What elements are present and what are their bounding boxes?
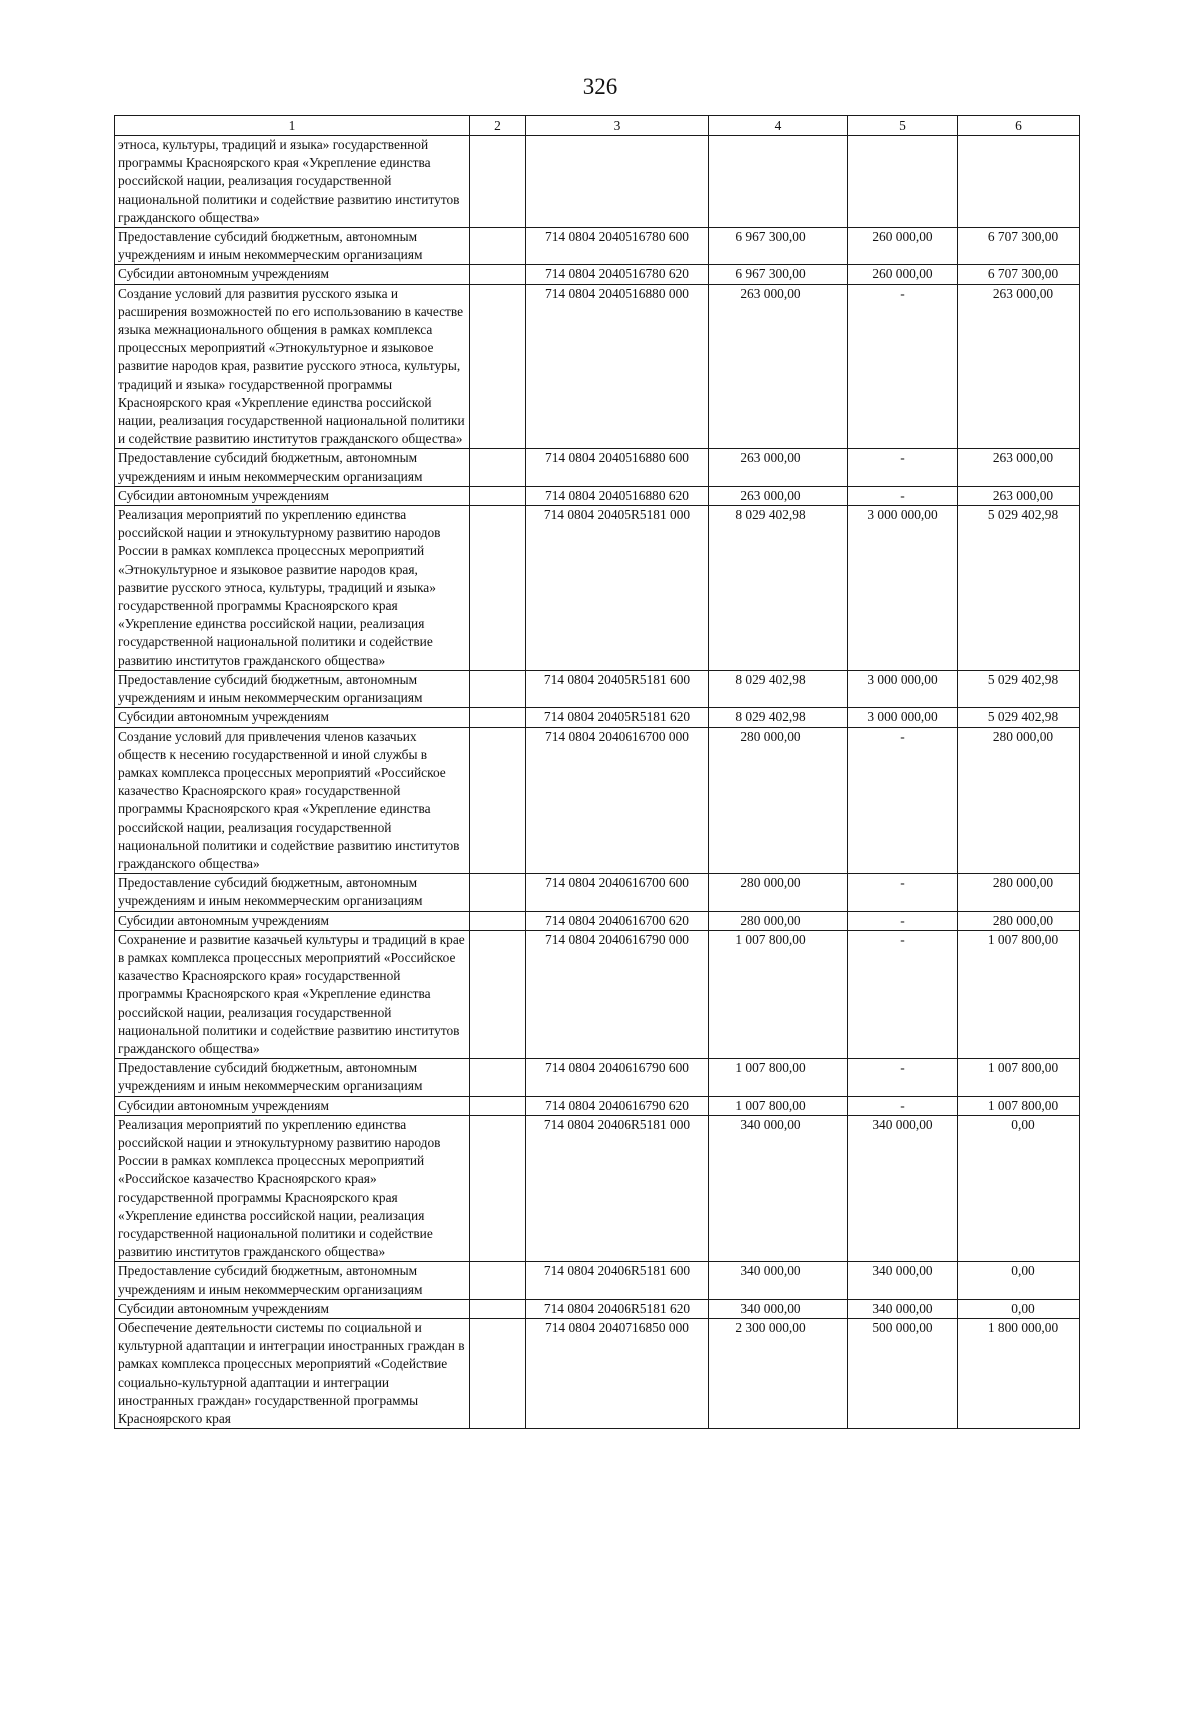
row-code: 714 0804 2040616790 620 — [526, 1096, 709, 1115]
table-row — [115, 1096, 1080, 1115]
row-name: Обеспечение деятельности системы по социальной и культурной адаптации и интеграции иностранных граждан в рамках комплекса процессных мероприятий «Содействие социально-культурной адаптации и интеграции иностранных граждан» государственной программы Красноярского края — [115, 1319, 470, 1429]
row-col2 — [470, 911, 526, 930]
row-value-4: 6 967 300,00 — [709, 265, 848, 284]
row-col2 — [470, 1319, 526, 1429]
row-col2 — [470, 727, 526, 874]
table-row — [115, 449, 1080, 486]
table-row — [115, 486, 1080, 505]
row-value-5: - — [848, 930, 958, 1058]
row-value-4: 340 000,00 — [709, 1299, 848, 1318]
row-name: Сохранение и развитие казачьей культуры и традиций в крае в рамках комплекса процессных мероприятий «Российское казачество Красноярского края» государственной программы Красноярского края «Укрепление единства российской нации, реализация государственной национальной политики и содействие развитию институтов гражданского общества» — [115, 930, 470, 1058]
header-cell: 2 — [470, 116, 526, 136]
table-row — [115, 1262, 1080, 1299]
row-col2 — [470, 1096, 526, 1115]
row-value-5: 340 000,00 — [848, 1299, 958, 1318]
row-value-5: 500 000,00 — [848, 1319, 958, 1429]
row-value-6: 0,00 — [958, 1115, 1080, 1262]
row-value-4: 6 967 300,00 — [709, 228, 848, 265]
row-value-4: 2 300 000,00 — [709, 1319, 848, 1429]
row-col2 — [470, 1262, 526, 1299]
table-row — [115, 911, 1080, 930]
row-col2 — [470, 1115, 526, 1262]
row-value-5: - — [848, 449, 958, 486]
row-value-5: - — [848, 1096, 958, 1115]
row-value-4: 8 029 402,98 — [709, 670, 848, 707]
row-code: 714 0804 2040616790 600 — [526, 1059, 709, 1096]
row-value-6 — [958, 136, 1080, 228]
table-row — [115, 1115, 1080, 1262]
table-row — [115, 930, 1080, 1058]
row-name: Предоставление субсидий бюджетным, автономным учреждениям и иным некоммерческим организациям — [115, 1059, 470, 1096]
row-value-6: 263 000,00 — [958, 486, 1080, 505]
row-value-5: 3 000 000,00 — [848, 670, 958, 707]
table-row — [115, 265, 1080, 284]
row-name: Создание условий для привлечения членов казачьих обществ к несению государственной и иной службы в рамках комплекса процессных мероприятий «Российское казачество Красноярского края» государственной программы Красноярского края «Укрепление единства российской нации, реализация государственной национальной политики и содействие развитию институтов гражданского общества» — [115, 727, 470, 874]
table-row — [115, 136, 1080, 228]
row-code: 714 0804 2040716850 000 — [526, 1319, 709, 1429]
row-name: Предоставление субсидий бюджетным, автономным учреждениям и иным некоммерческим организациям — [115, 449, 470, 486]
table-header-row — [115, 116, 1080, 136]
row-value-6: 1 007 800,00 — [958, 1059, 1080, 1096]
row-name: Предоставление субсидий бюджетным, автономным учреждениям и иным некоммерческим организациям — [115, 874, 470, 911]
row-name: Субсидии автономным учреждениям — [115, 708, 470, 727]
row-col2 — [470, 228, 526, 265]
row-code: 714 0804 20406R5181 600 — [526, 1262, 709, 1299]
row-value-6: 6 707 300,00 — [958, 228, 1080, 265]
row-value-5: - — [848, 284, 958, 449]
row-name: Субсидии автономным учреждениям — [115, 911, 470, 930]
row-code: 714 0804 2040616700 600 — [526, 874, 709, 911]
row-value-5: - — [848, 1059, 958, 1096]
page-number: 326 — [582, 74, 618, 99]
row-code: 714 0804 20405R5181 600 — [526, 670, 709, 707]
row-value-4: 1 007 800,00 — [709, 930, 848, 1058]
row-value-5: - — [848, 874, 958, 911]
row-value-4: 280 000,00 — [709, 727, 848, 874]
row-col2 — [470, 265, 526, 284]
header-cell: 3 — [526, 116, 709, 136]
budget-table — [114, 115, 1080, 1429]
row-value-5: 260 000,00 — [848, 228, 958, 265]
row-name: Субсидии автономным учреждениям — [115, 486, 470, 505]
row-code: 714 0804 20406R5181 620 — [526, 1299, 709, 1318]
row-name: Реализация мероприятий по укреплению единства российской нации и этнокультурному развитию народов России в рамках комплекса процессных мероприятий «Этнокультурное и языковое развитие народов края, развитие русского этноса, культуры, традиций и языка» государственной программы Красноярского края «Укрепление единства российской нации, реализация государственной национальной политики и содействие развитию институтов гражданского общества» — [115, 506, 470, 671]
header-cell: 1 — [115, 116, 470, 136]
row-value-5: - — [848, 486, 958, 505]
row-col2 — [470, 136, 526, 228]
row-value-4: 8 029 402,98 — [709, 708, 848, 727]
row-name: Субсидии автономным учреждениям — [115, 1299, 470, 1318]
row-value-5 — [848, 136, 958, 228]
row-col2 — [470, 670, 526, 707]
row-value-4: 263 000,00 — [709, 449, 848, 486]
row-code: 714 0804 20406R5181 000 — [526, 1115, 709, 1262]
row-value-6: 1 800 000,00 — [958, 1319, 1080, 1429]
row-value-5: - — [848, 911, 958, 930]
table-row — [115, 727, 1080, 874]
row-name: Реализация мероприятий по укреплению единства российской нации и этнокультурному развитию народов России в рамках комплекса процессных мероприятий «Российское казачество Красноярского края» государственной программы Красноярского края «Укрепление единства российской нации, реализация государственной национальной политики и содействие развитию институтов гражданского общества» — [115, 1115, 470, 1262]
row-value-5: 3 000 000,00 — [848, 708, 958, 727]
row-value-5: 340 000,00 — [848, 1262, 958, 1299]
row-col2 — [470, 708, 526, 727]
row-code: 714 0804 2040616700 000 — [526, 727, 709, 874]
table-row — [115, 670, 1080, 707]
row-name: Субсидии автономным учреждениям — [115, 1096, 470, 1115]
row-name: Предоставление субсидий бюджетным, автономным учреждениям и иным некоммерческим организациям — [115, 670, 470, 707]
row-col2 — [470, 486, 526, 505]
header-cell: 6 — [958, 116, 1080, 136]
row-code: 714 0804 2040516880 600 — [526, 449, 709, 486]
row-col2 — [470, 1299, 526, 1318]
row-code — [526, 136, 709, 228]
row-value-6: 5 029 402,98 — [958, 708, 1080, 727]
row-value-4: 280 000,00 — [709, 874, 848, 911]
row-col2 — [470, 449, 526, 486]
row-value-6: 280 000,00 — [958, 911, 1080, 930]
row-value-4: 8 029 402,98 — [709, 506, 848, 671]
row-value-6: 280 000,00 — [958, 874, 1080, 911]
row-value-6: 0,00 — [958, 1262, 1080, 1299]
row-value-4 — [709, 136, 848, 228]
row-value-6: 1 007 800,00 — [958, 1096, 1080, 1115]
row-col2 — [470, 1059, 526, 1096]
table-row — [115, 1319, 1080, 1429]
row-value-5: 260 000,00 — [848, 265, 958, 284]
row-value-5: - — [848, 727, 958, 874]
row-name: Предоставление субсидий бюджетным, автономным учреждениям и иным некоммерческим организациям — [115, 1262, 470, 1299]
row-name: Субсидии автономным учреждениям — [115, 265, 470, 284]
table-row — [115, 1299, 1080, 1318]
header-cell: 5 — [848, 116, 958, 136]
row-value-6: 5 029 402,98 — [958, 670, 1080, 707]
row-value-6: 263 000,00 — [958, 449, 1080, 486]
row-value-5: 340 000,00 — [848, 1115, 958, 1262]
row-name: этноса, культуры, традиций и языка» государственной программы Красноярского края «Укрепление единства российской нации, реализация государственной национальной политики и содействие развитию институтов гражданского общества» — [115, 136, 470, 228]
row-value-6: 263 000,00 — [958, 284, 1080, 449]
row-value-4: 263 000,00 — [709, 486, 848, 505]
row-name: Предоставление субсидий бюджетным, автономным учреждениям и иным некоммерческим организациям — [115, 228, 470, 265]
row-value-4: 1 007 800,00 — [709, 1096, 848, 1115]
row-col2 — [470, 506, 526, 671]
header-cell: 4 — [709, 116, 848, 136]
table-row — [115, 284, 1080, 449]
row-col2 — [470, 930, 526, 1058]
table-row — [115, 874, 1080, 911]
row-value-6: 5 029 402,98 — [958, 506, 1080, 671]
row-value-4: 340 000,00 — [709, 1262, 848, 1299]
row-value-6: 280 000,00 — [958, 727, 1080, 874]
table-row — [115, 506, 1080, 671]
row-value-4: 1 007 800,00 — [709, 1059, 848, 1096]
row-code: 714 0804 2040516880 620 — [526, 486, 709, 505]
row-col2 — [470, 874, 526, 911]
row-code: 714 0804 20405R5181 620 — [526, 708, 709, 727]
row-value-4: 340 000,00 — [709, 1115, 848, 1262]
row-code: 714 0804 2040516780 620 — [526, 265, 709, 284]
row-code: 714 0804 2040516780 600 — [526, 228, 709, 265]
table-row — [115, 228, 1080, 265]
row-value-6: 1 007 800,00 — [958, 930, 1080, 1058]
table-row — [115, 1059, 1080, 1096]
row-code: 714 0804 20405R5181 000 — [526, 506, 709, 671]
row-code: 714 0804 2040516880 000 — [526, 284, 709, 449]
row-col2 — [470, 284, 526, 449]
row-value-4: 280 000,00 — [709, 911, 848, 930]
row-code: 714 0804 2040616700 620 — [526, 911, 709, 930]
table-row — [115, 708, 1080, 727]
row-name: Создание условий для развития русского языка и расширения возможностей по его использованию в качестве языка межнационального общения в рамках комплекса процессных мероприятий «Этнокультурное и языковое развитие народов края, развитие русского этноса, культуры, традиций и языка» государственной программы Красноярского края «Укрепление единства российской нации, реализация государственной национальной политики и содействие развитию институтов гражданского общества» — [115, 284, 470, 449]
row-code: 714 0804 2040616790 000 — [526, 930, 709, 1058]
row-value-5: 3 000 000,00 — [848, 506, 958, 671]
row-value-6: 6 707 300,00 — [958, 265, 1080, 284]
row-value-6: 0,00 — [958, 1299, 1080, 1318]
row-value-4: 263 000,00 — [709, 284, 848, 449]
